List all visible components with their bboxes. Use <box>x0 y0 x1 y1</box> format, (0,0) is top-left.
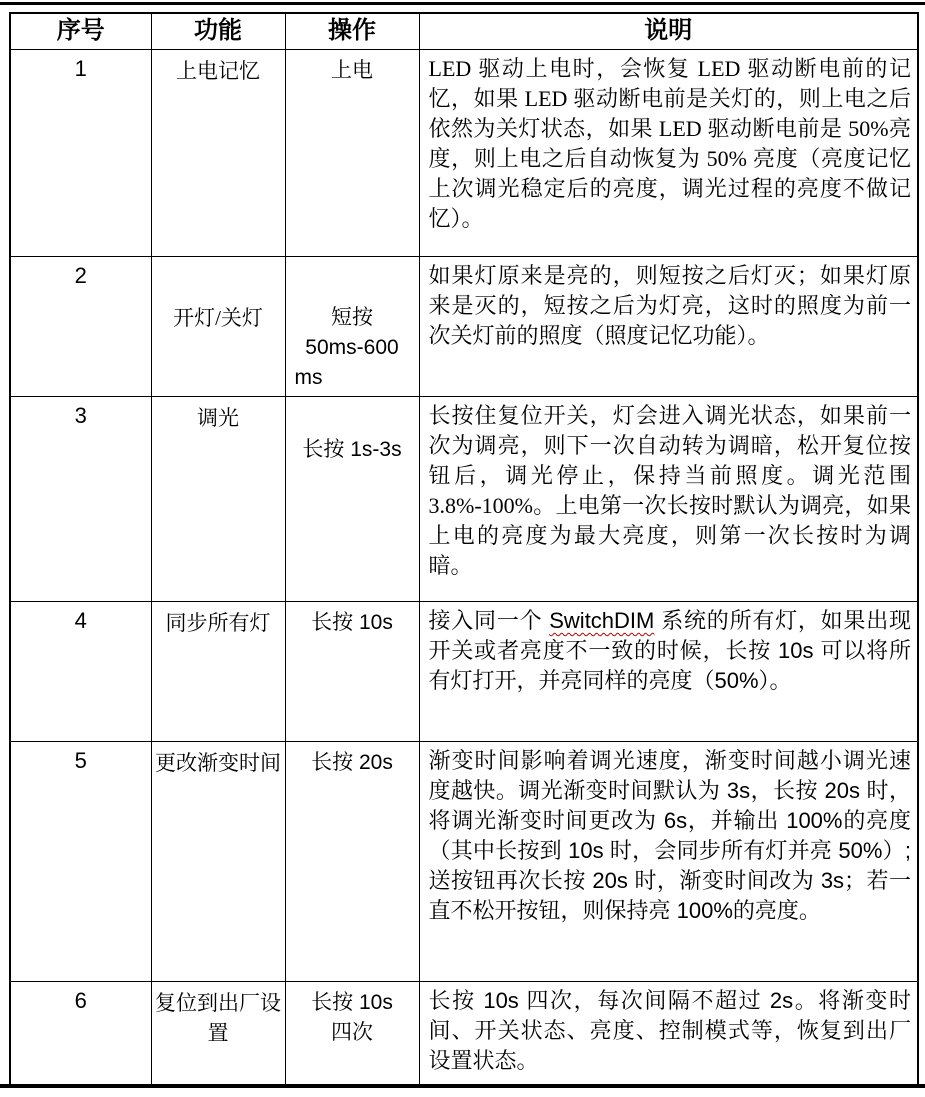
row-index: 6 <box>10 982 151 1085</box>
cell-description <box>419 982 918 1085</box>
description-text: 如果灯原来是亮的，则短按之后灯灭；如果灯原来是灭的，短按之后为灯亮，这时的照度为前一次关灯前的照度（照度记忆功能）。 <box>428 263 911 348</box>
operation-line: ms <box>294 366 323 389</box>
top-rule <box>0 2 925 5</box>
description-text: 渐变时间影响着调光速度，渐变时间越小调光速度越快。调光渐变时间默认为 3s，长按 20s 时，将调光渐变时间更改为 6s，并输出 100%的亮度（其中长按到 10s 时，会同步所有灯并亮 50%）;送按钮再次长按 20s 时，渐变时间改为 3s；若一直不松开按钮，则保持亮 100%的亮度。 <box>428 748 911 923</box>
cell-operation <box>285 50 419 257</box>
bottom-rule <box>0 1084 925 1088</box>
function-table <box>9 12 919 1086</box>
cell-function: 上电记忆 <box>151 50 285 257</box>
row-index: 4 <box>10 602 151 742</box>
header-row <box>10 13 918 50</box>
cell-function: 同步所有灯 <box>151 602 285 742</box>
cell-description <box>419 602 918 742</box>
cell-function: 调光 <box>151 397 285 602</box>
description-text: 接入同一个 <box>428 608 550 633</box>
table-row <box>10 742 918 982</box>
operation-line: 长按 1s-3s <box>302 438 402 461</box>
operation-line: 上电 <box>331 59 373 82</box>
row-index: 1 <box>10 50 151 257</box>
description-text: 系统的所有灯，如果出现开关或者亮度不一致的时候，长按 10s 可以将所有灯打开，并亮同样的亮度（50%）。 <box>428 608 911 693</box>
header-cell-function: 功能 <box>151 13 285 50</box>
cell-operation <box>285 257 419 397</box>
cell-function: 更改渐变时间 <box>151 742 285 982</box>
operation-line: 长按 20s <box>311 751 393 774</box>
header-cell-index: 序号 <box>10 13 151 50</box>
cell-operation <box>285 742 419 982</box>
description-text: LED 驱动上电时，会恢复 LED 驱动断电前的记忆，如果 LED 驱动断电前是关灯的，则上电之后依然为关灯状态，如果 LED 驱动断电前是 50%亮度，则上电之后自动恢复为 50% 亮度（亮度记忆上次调光稳定后的亮度，调光过程的亮度不做记忆）。 <box>428 56 911 231</box>
header-cell-operation: 操作 <box>285 13 419 50</box>
operation-line: 短按 <box>331 306 373 329</box>
cell-function: 开灯/关灯 <box>151 257 285 397</box>
cell-description <box>419 50 918 257</box>
table-row <box>10 257 918 397</box>
cell-description <box>419 742 918 982</box>
operation-line: 四次 <box>331 1021 373 1044</box>
row-index: 5 <box>10 742 151 982</box>
misspelled-word: SwitchDIM <box>549 608 655 633</box>
description-text: 长按住复位开关，灯会进入调光状态，如果前一次为调亮，则下一次自动转为调暗，松开复位按钮后，调光停止，保持当前照度。调光范围 3.8%-100%。上电第一次长按时默认为调亮，如果上电的亮度为最大亮度，则第一次长按时为调暗。 <box>428 403 911 578</box>
operation-line: 50ms-600 <box>305 336 399 359</box>
row-index: 2 <box>10 257 151 397</box>
operation-line: 长按 10s <box>311 991 393 1014</box>
header-cell-description: 说明 <box>419 13 918 50</box>
cell-operation <box>285 397 419 602</box>
cell-description <box>419 397 918 602</box>
table-row <box>10 397 918 602</box>
cell-operation <box>285 982 419 1085</box>
operation-line: 长按 10s <box>311 611 393 634</box>
table-row <box>10 602 918 742</box>
table-row <box>10 982 918 1085</box>
row-index: 3 <box>10 397 151 602</box>
cell-operation <box>285 602 419 742</box>
description-text: 长按 10s 四次，每次间隔不超过 2s。将渐变时间、开关状态、亮度、控制模式等，恢复到出厂设置状态。 <box>428 988 911 1073</box>
cell-description <box>419 257 918 397</box>
table-row <box>10 50 918 257</box>
cell-function: 复位到出厂设置 <box>151 982 285 1085</box>
